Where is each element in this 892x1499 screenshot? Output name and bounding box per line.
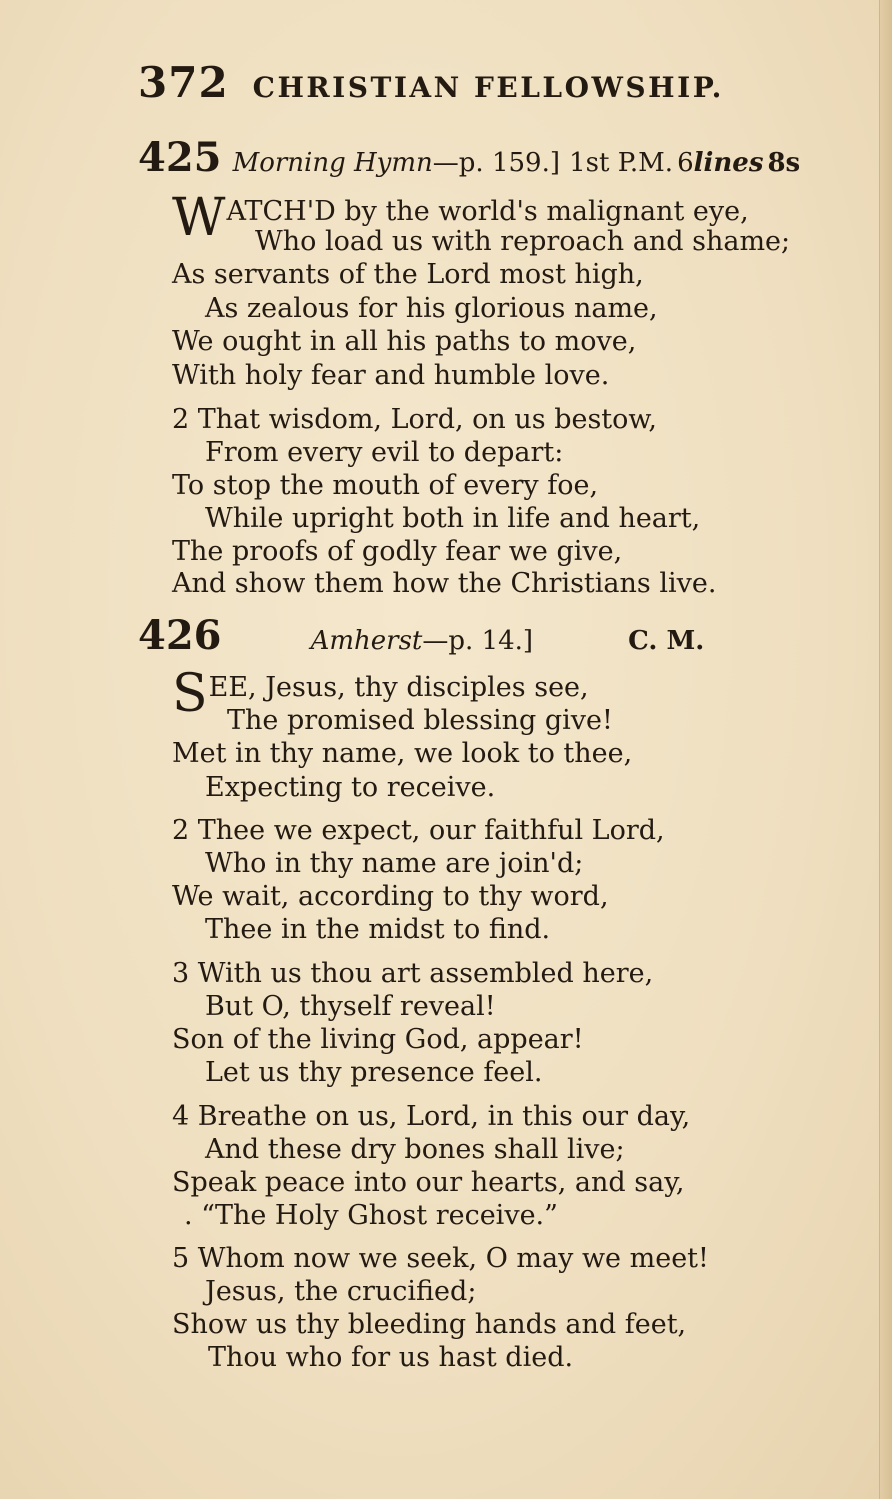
verse-line: Thou who for us hast died. bbox=[208, 1342, 574, 1373]
verse-line: But O, thyself reveal! bbox=[205, 991, 496, 1022]
verse-line: Jesus, the crucified; bbox=[205, 1276, 477, 1307]
verse-line: Who in thy name are join'd; bbox=[205, 848, 584, 879]
verse-line: ATCH'D by the world's malignant eye, bbox=[226, 196, 749, 227]
running-title: CHRISTIAN FELLOWSHIP. bbox=[252, 71, 724, 104]
verse-line: With holy fear and humble love. bbox=[172, 360, 610, 391]
verse-line: We wait, according to thy word, bbox=[172, 881, 609, 912]
verse-line: To stop the mouth of every foe, bbox=[172, 470, 599, 501]
verse-line: . “The Holy Ghost receive.” bbox=[184, 1200, 558, 1231]
meter: C. M. bbox=[628, 626, 705, 656]
verse-line: Show us thy bleeding hands and feet, bbox=[172, 1309, 687, 1340]
verse-line: Speak peace into our hearts, and say, bbox=[172, 1167, 685, 1198]
hymn-number: 425 bbox=[138, 134, 222, 181]
verse-line: Who load us with reproach and shame; bbox=[255, 226, 791, 257]
verse-line: Expecting to receive. bbox=[205, 772, 496, 803]
verse-line: EE, Jesus, thy disciples see, bbox=[208, 672, 589, 703]
verse-line: While upright both in life and heart, bbox=[205, 503, 701, 534]
tune-name: Amherst bbox=[310, 626, 423, 656]
edge-cut-text: 8s bbox=[767, 148, 801, 178]
drop-cap: S bbox=[172, 664, 208, 724]
verse-line: 5 Whom now we seek, O may we meet! bbox=[172, 1243, 709, 1274]
meter: 1st P.M. bbox=[569, 148, 674, 178]
verse-line: Met in thy name, we look to thee, bbox=[172, 738, 633, 769]
running-head bbox=[138, 58, 724, 107]
hymn-heading bbox=[138, 134, 800, 181]
verse-line: And show them how the Christians live. bbox=[172, 568, 717, 599]
verse-line: 2 Thee we expect, our faithful Lord, bbox=[172, 815, 665, 846]
verse-line: 3 With us thou art assembled here, bbox=[172, 958, 654, 989]
tune-name: Morning Hymn bbox=[232, 148, 433, 178]
tune-reference: —p. 159.] bbox=[432, 148, 560, 178]
lines-count: 6 bbox=[677, 148, 694, 178]
verse-line: The proofs of godly fear we give, bbox=[172, 536, 623, 567]
hymn-heading bbox=[138, 612, 704, 659]
tune-reference: —p. 14.] bbox=[422, 626, 534, 656]
lines-word: lines bbox=[693, 148, 764, 178]
verse-line: Thee in the midst to find. bbox=[205, 914, 551, 945]
verse-line: Let us thy presence feel. bbox=[205, 1057, 543, 1088]
verse-line: The promised blessing give! bbox=[227, 705, 613, 736]
verse-line: 4 Breathe on us, Lord, in this our day, bbox=[172, 1101, 691, 1132]
verse-line: And these dry bones shall live; bbox=[205, 1134, 625, 1165]
drop-cap: W bbox=[172, 188, 226, 248]
verse-line: 2 That wisdom, Lord, on us bestow, bbox=[172, 404, 657, 435]
verse-line: From every evil to depart: bbox=[205, 437, 564, 468]
verse-line: We ought in all his paths to move, bbox=[172, 326, 637, 357]
verse-line: As servants of the Lord most high, bbox=[172, 259, 644, 290]
page-number: 372 bbox=[138, 58, 229, 107]
page-edge bbox=[879, 0, 892, 1499]
verse-line: Son of the living God, appear! bbox=[172, 1024, 584, 1055]
hymn-number: 426 bbox=[138, 612, 222, 659]
verse-line: As zealous for his glorious name, bbox=[205, 293, 658, 324]
